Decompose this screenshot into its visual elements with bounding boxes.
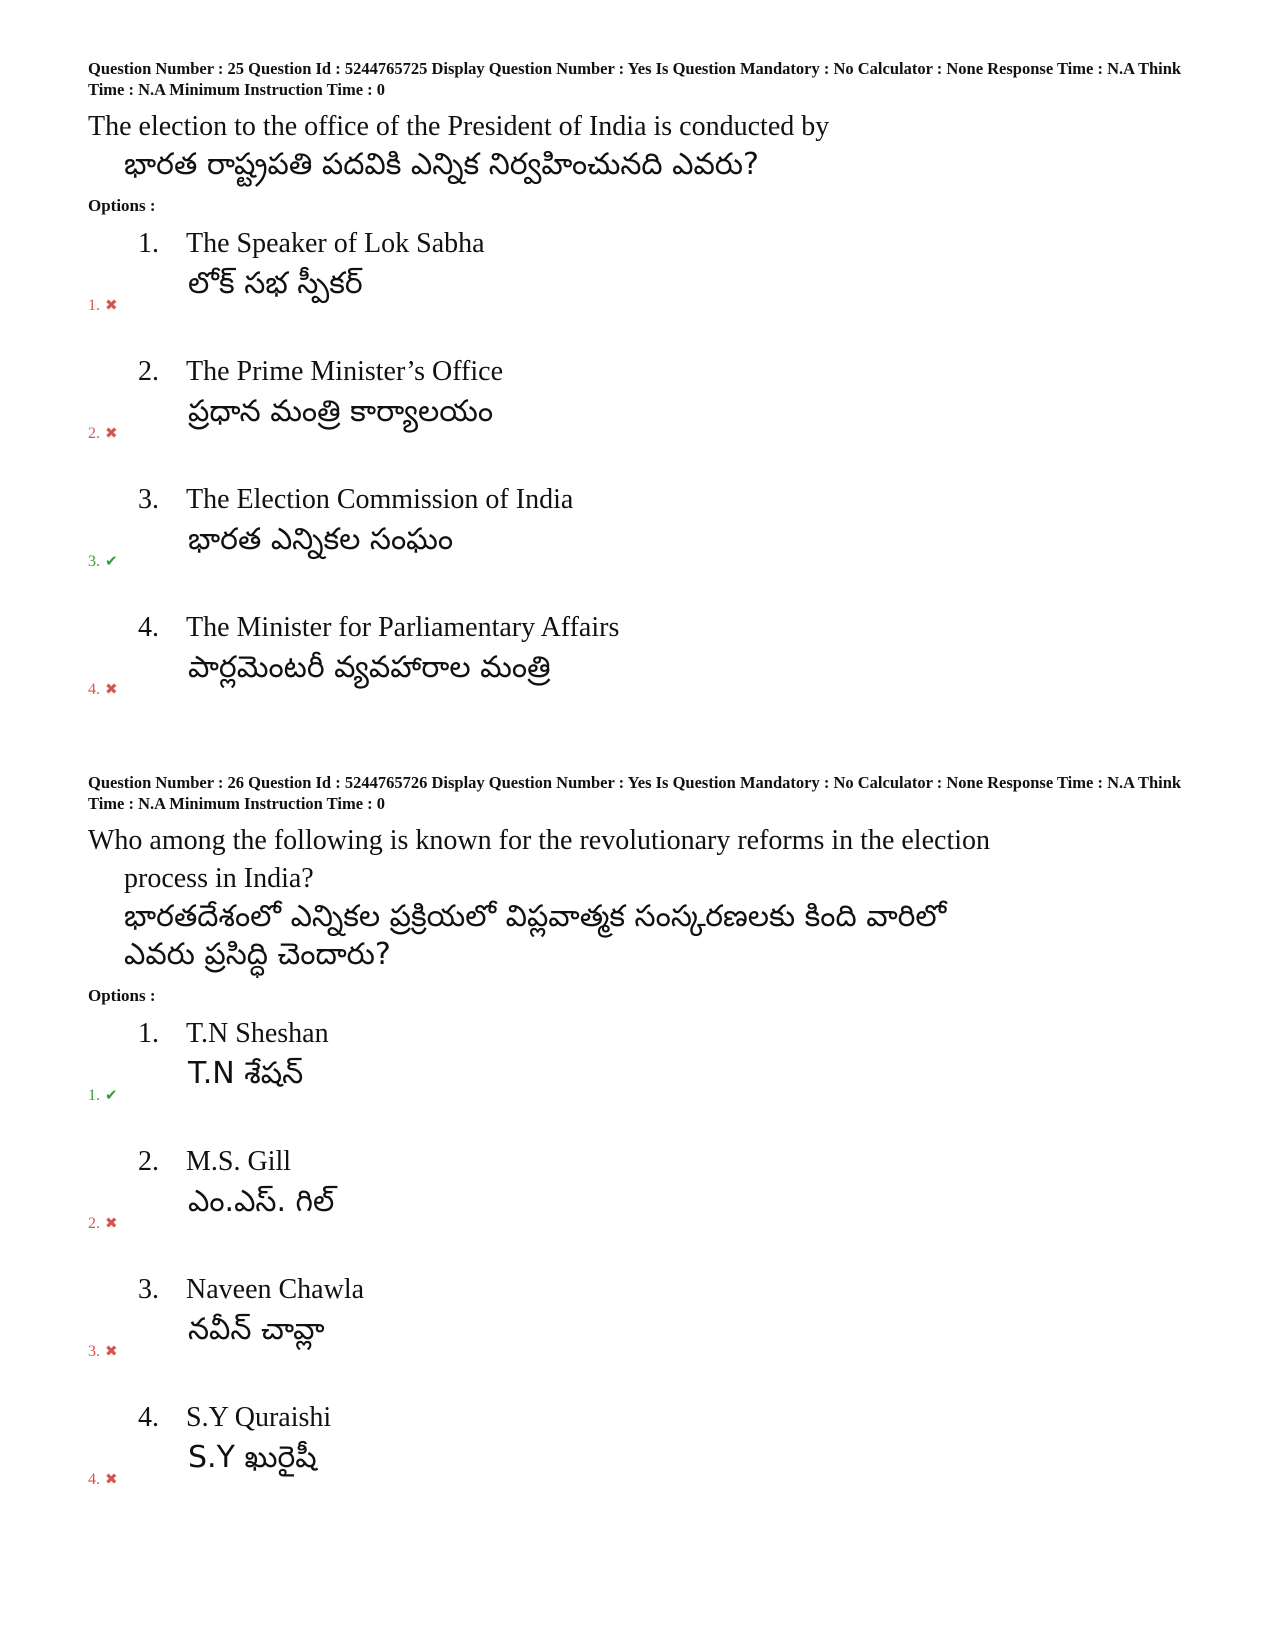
question-stem-english-continued: process in India? [124,863,314,894]
option-text-english: S.Y Quraishi [186,1402,332,1433]
option-number: 2. [138,356,159,387]
question-block [88,58,1198,728]
option-text-english: Naveen Chawla [186,1274,365,1305]
option-item [88,1262,1198,1390]
option-text-english: M.S. Gill [186,1146,292,1177]
option-text-english: T.N Sheshan [186,1018,329,1049]
question-stem-telugu: భారత రాష్ట్రపతి పదవికి ఎన్నిక నిర్వహించునది ఎవరు? [124,147,759,182]
option-number: 4. [138,612,159,643]
option-item [88,472,1198,600]
option-marker-label: 3. [88,553,100,570]
cross-icon: ✖ [105,1216,118,1232]
option-marker [88,552,118,571]
check-icon: ✔ [105,1088,118,1104]
option-text-telugu: పార్లమెంటరీ వ్యవహారాల మంత్రి [188,650,551,685]
option-marker-label: 3. [88,1343,100,1360]
option-text-telugu: ప్రధాన మంత్రి కార్యాలయం [188,394,494,429]
option-marker [88,1086,118,1105]
option-item [88,1006,1198,1134]
options-label: Options : [88,196,156,215]
option-marker-label: 1. [88,1087,100,1104]
option-marker-label: 2. [88,1215,100,1232]
question-meta: Question Number : 26 Question Id : 5244765726 Display Question Number : Yes Is Question Mandatory : No Calculator : None Response Time : N.A Think Time : N.A Minimum Instruction Time : 0 [88,773,1182,813]
option-text-english: The Election Commission of India [186,484,574,515]
option-text-english: The Speaker of Lok Sabha [186,228,485,259]
option-text-english: The Prime Minister’s Office [186,356,504,387]
option-text-telugu: T.N శేషన్ [188,1056,304,1091]
check-icon: ✔ [105,554,118,570]
option-item [88,344,1198,472]
option-marker [88,424,118,443]
option-number: 1. [138,228,159,259]
option-item [88,216,1198,344]
option-marker [88,680,118,699]
option-number: 1. [138,1018,159,1049]
option-marker-label: 4. [88,681,100,698]
cross-icon: ✖ [105,1472,118,1488]
option-marker [88,1342,118,1361]
option-text-telugu: ఎం.ఎస్. గిల్ [188,1184,335,1219]
question-stem-telugu-continued: ఎవరు ప్రసిద్ధి చెందారు? [124,937,391,972]
option-marker-label: 1. [88,297,100,314]
option-marker-label: 4. [88,1471,100,1488]
cross-icon: ✖ [105,298,118,314]
option-item [88,1390,1198,1518]
question-stem-english: The election to the office of the President of India is conducted by [88,111,830,142]
option-text-telugu: లోక్ సభ స్పీకర్ [188,266,363,301]
option-text-telugu: భారత ఎన్నికల సంఘం [188,522,454,557]
question-meta: Question Number : 25 Question Id : 5244765725 Display Question Number : Yes Is Question Mandatory : No Calculator : None Response Time : N.A Think Time : N.A Minimum Instruction Time : 0 [88,59,1182,99]
option-item [88,600,1198,728]
cross-icon: ✖ [105,1344,118,1360]
option-marker-label: 2. [88,425,100,442]
option-number: 3. [138,1274,159,1305]
option-text-telugu: నవీన్ చావ్లా [188,1312,325,1347]
question-stem-english: Who among the following is known for the revolutionary reforms in the election [88,825,991,856]
option-text-english: The Minister for Parliamentary Affairs [186,612,620,643]
question-block [88,772,1198,1518]
cross-icon: ✖ [105,682,118,698]
option-item [88,1134,1198,1262]
option-number: 4. [138,1402,159,1433]
options-label: Options : [88,986,156,1005]
cross-icon: ✖ [105,426,118,442]
option-marker [88,1214,118,1233]
option-number: 3. [138,484,159,515]
option-marker [88,296,118,315]
question-stem-telugu: భారతదేశంలో ఎన్నికల ప్రక్రియలో విప్లవాత్మక సంస్కరణలకు కింది వారిలో [124,899,947,934]
option-text-telugu: S.Y ఖురైషీ [188,1440,317,1475]
option-marker [88,1470,118,1489]
option-number: 2. [138,1146,159,1177]
